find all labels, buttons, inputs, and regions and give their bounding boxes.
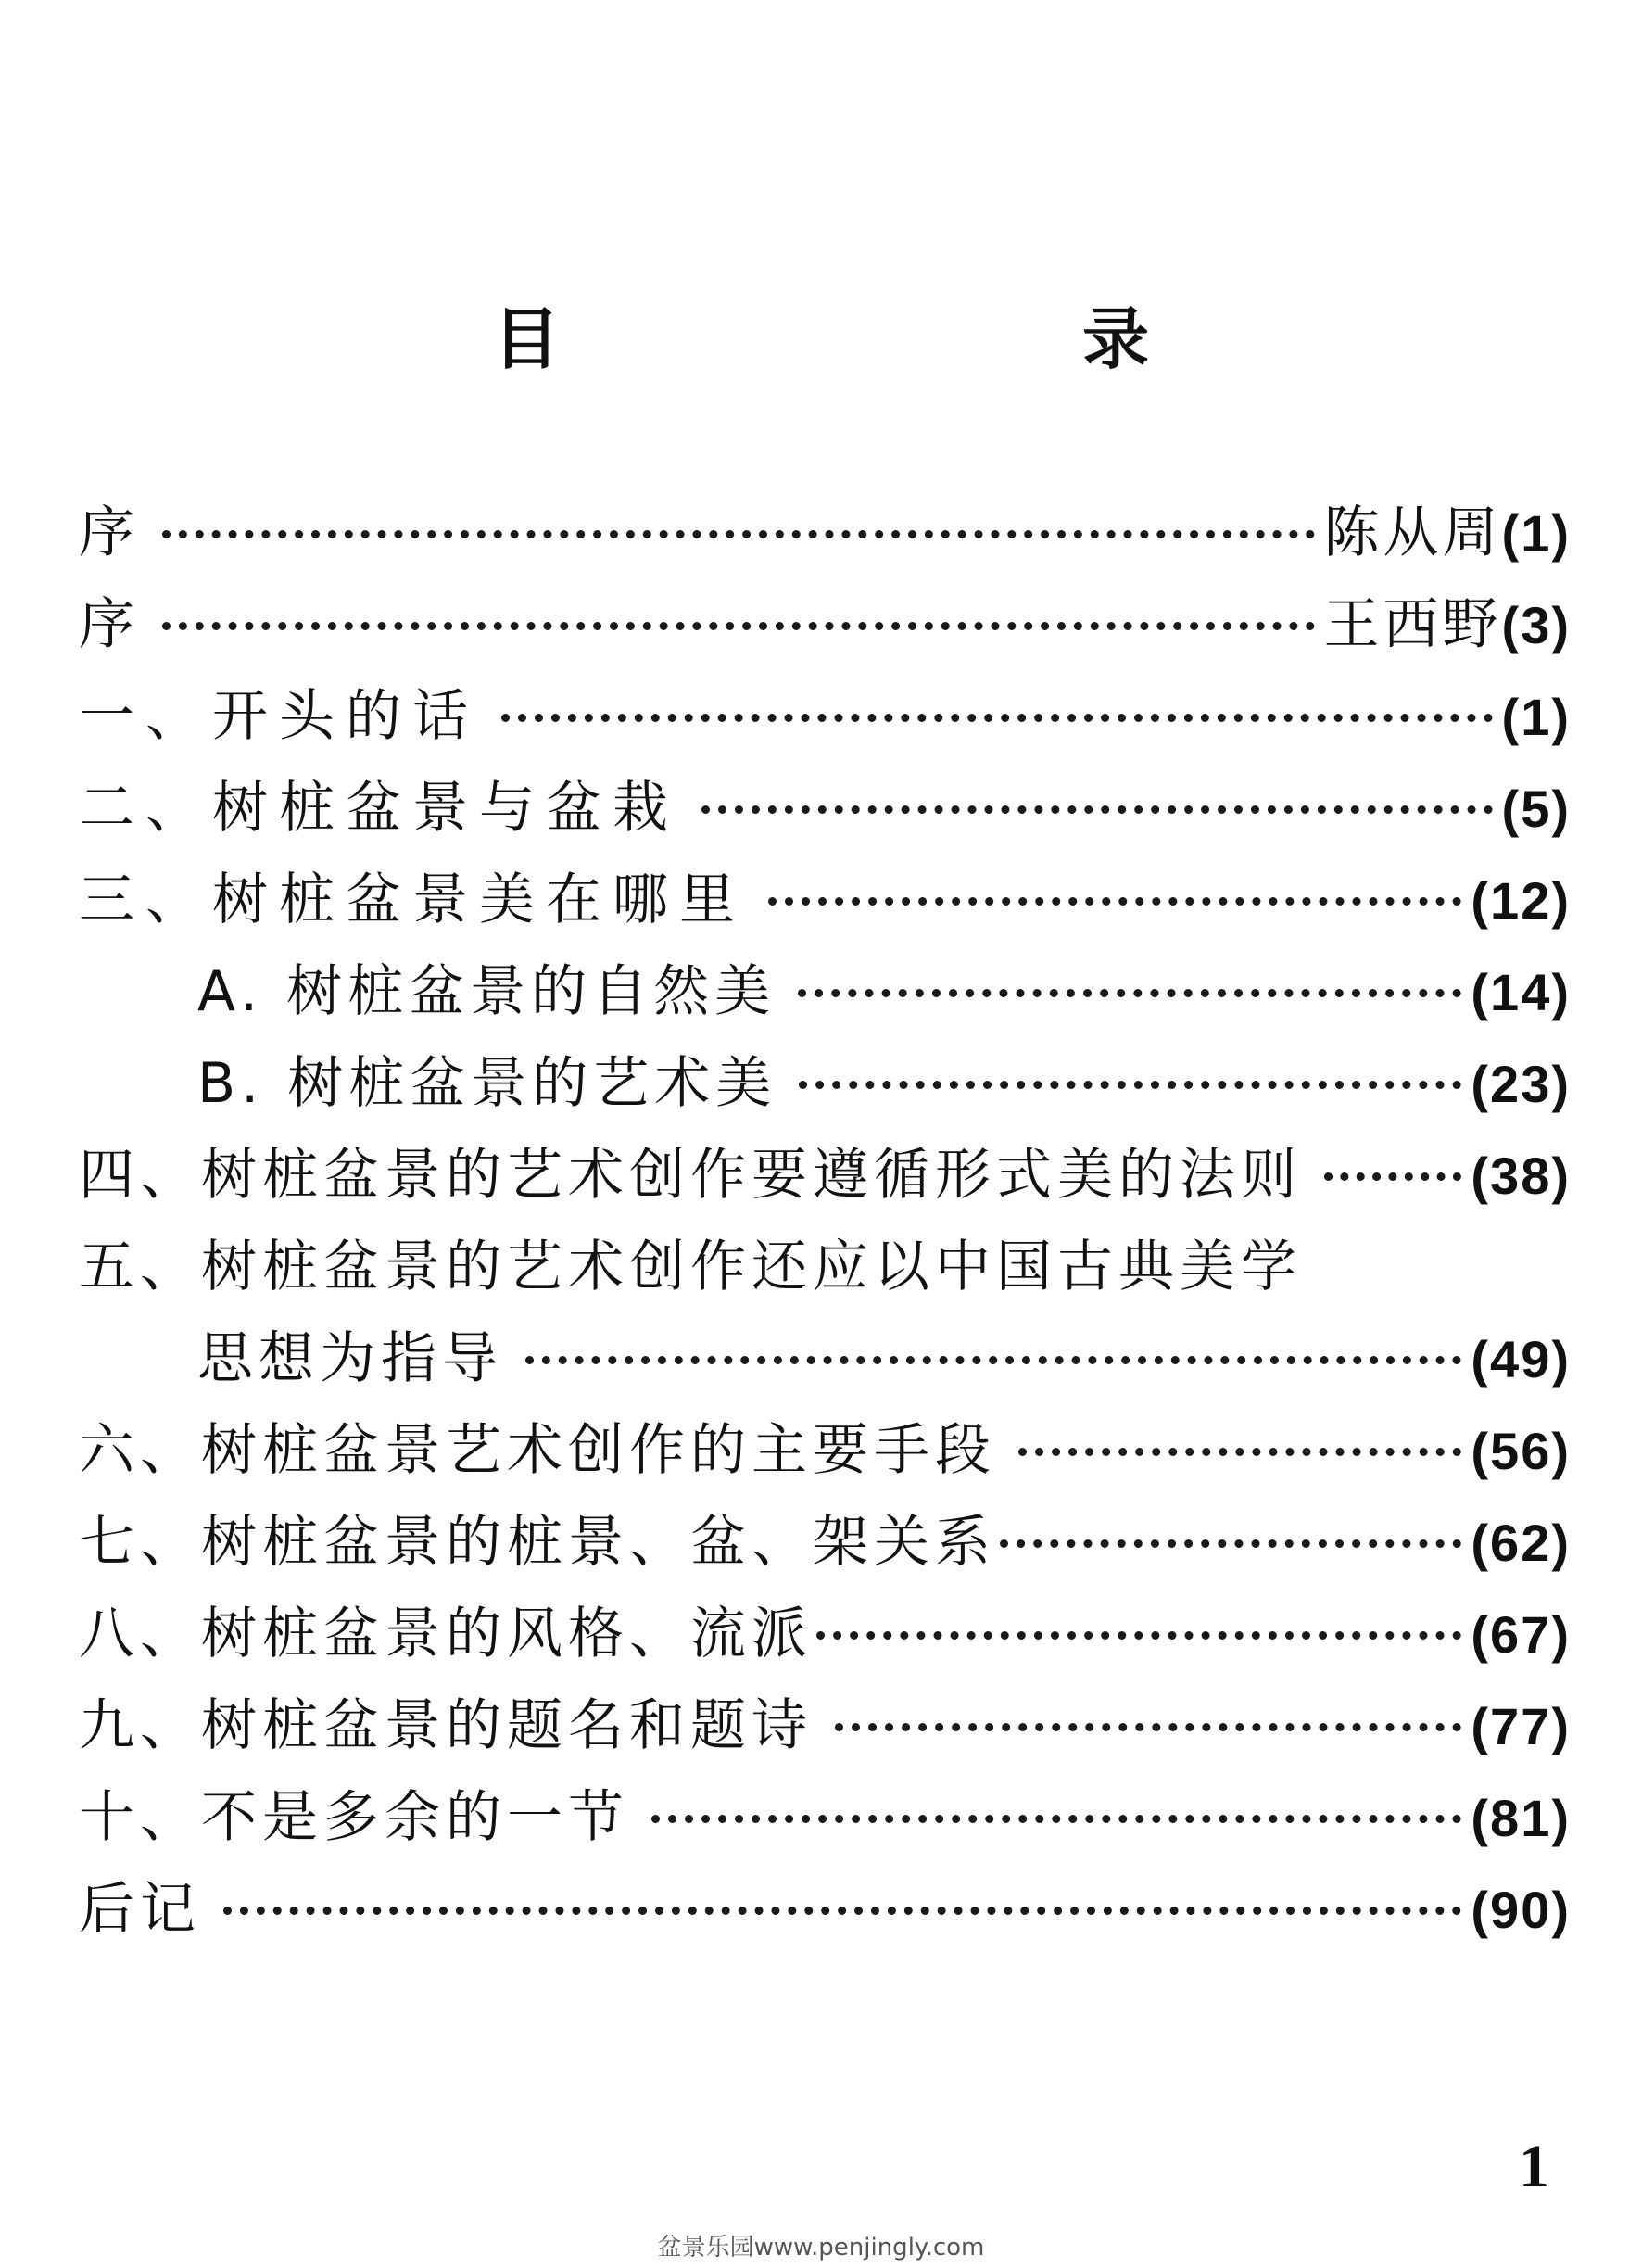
toc-entry-chapter-6[interactable] [79, 1418, 1571, 1514]
toc-entry-page: (12) [1471, 871, 1571, 930]
dot-leader [525, 1356, 1461, 1364]
toc-entry-label: 后记 [79, 1877, 201, 1942]
toc-entry-page: (77) [1471, 1697, 1571, 1755]
toc-entry-page: (1) [1501, 688, 1571, 746]
toc-entry-page: (81) [1471, 1789, 1571, 1847]
toc-entry-chapter-9[interactable] [79, 1693, 1571, 1790]
toc-entry-page: (67) [1471, 1605, 1571, 1664]
dot-leader [1324, 1172, 1461, 1181]
toc-entry-page: (1) [1501, 504, 1571, 563]
toc-entry-page: (90) [1471, 1881, 1571, 1939]
toc-entry-page: (5) [1501, 779, 1571, 838]
toc-entry-label: 八、树桩盆景的风格、流派 [79, 1602, 813, 1666]
toc-entry-label: 七、树桩盆景的桩景、盆、架关系 [79, 1510, 996, 1575]
toc-entry-page: (14) [1471, 963, 1571, 1021]
toc-entry-page: (38) [1471, 1147, 1571, 1205]
dot-leader [501, 714, 1493, 722]
table-of-contents [79, 500, 1571, 1973]
toc-entry-chapter-5[interactable] [79, 1235, 1571, 1331]
toc-entry-chapter-4[interactable] [79, 1143, 1571, 1239]
toc-entry-author: 陈从周 [1323, 500, 1502, 565]
toc-entry-afterword[interactable] [79, 1877, 1571, 1973]
page-title: 目 录 [492, 300, 1279, 378]
toc-entry-author: 王西野 [1323, 592, 1502, 657]
toc-entry-label: 二、树桩盆景与盆栽 [79, 776, 679, 841]
dot-leader [223, 1907, 1461, 1915]
toc-entry-page: (62) [1471, 1514, 1571, 1572]
toc-entry-chapter-7[interactable] [79, 1510, 1571, 1606]
toc-entry-chapter-3[interactable] [79, 868, 1571, 964]
toc-entry-label: 六、树桩盆景艺术创作的主要手段 [79, 1418, 996, 1483]
toc-entry-page: (56) [1471, 1422, 1571, 1480]
dot-leader [816, 1631, 1461, 1640]
toc-entry-chapter-5-cont[interactable] [79, 1326, 1571, 1423]
toc-entry-section-3a[interactable] [79, 959, 1571, 1056]
dot-leader [1000, 1539, 1461, 1548]
toc-entry-label: B. 树桩盆景的艺术美 [197, 1051, 777, 1116]
dot-leader [162, 622, 1315, 630]
dot-leader [835, 1723, 1461, 1731]
toc-entry-chapter-1[interactable] [79, 684, 1571, 780]
toc-entry-section-3b[interactable] [79, 1051, 1571, 1147]
watermark: 盆景乐园www.penjingly.com [657, 2234, 985, 2262]
toc-entry-page: (3) [1501, 596, 1571, 654]
toc-entry-label: 四、树桩盆景的艺术创作要遵循形式美的法则 [79, 1143, 1302, 1208]
toc-entry-label: 思想为指导 [197, 1326, 503, 1391]
page-number: 1 [1519, 2133, 1549, 2200]
dot-leader [651, 1815, 1461, 1823]
dot-leader [798, 989, 1461, 997]
dot-leader [799, 1081, 1461, 1089]
toc-entry-chapter-10[interactable] [79, 1785, 1571, 1882]
dot-leader [162, 530, 1315, 538]
toc-entry-label: 九、树桩盆景的题名和题诗 [79, 1693, 813, 1758]
toc-entry-label: 十、不是多余的一节 [79, 1785, 629, 1850]
toc-entry-label: 序 [79, 500, 140, 565]
dot-leader [1018, 1448, 1461, 1456]
toc-entry-label: A. 树桩盆景的自然美 [197, 959, 777, 1024]
toc-entry-label: 五、树桩盆景的艺术创作还应以中国古典美学 [79, 1235, 1302, 1299]
toc-entry-label: 一、开头的话 [79, 684, 479, 749]
dot-leader [701, 805, 1493, 814]
toc-entry-page: (23) [1471, 1055, 1571, 1113]
dot-leader [768, 897, 1461, 906]
toc-entry-preface-1[interactable] [79, 500, 1571, 597]
toc-entry-label: 序 [79, 592, 140, 657]
toc-entry-chapter-2[interactable] [79, 776, 1571, 872]
toc-entry-page: (49) [1471, 1330, 1571, 1388]
toc-entry-chapter-8[interactable] [79, 1602, 1571, 1698]
toc-entry-label: 三、树桩盆景美在哪里 [79, 868, 746, 932]
toc-entry-preface-2[interactable] [79, 592, 1571, 689]
